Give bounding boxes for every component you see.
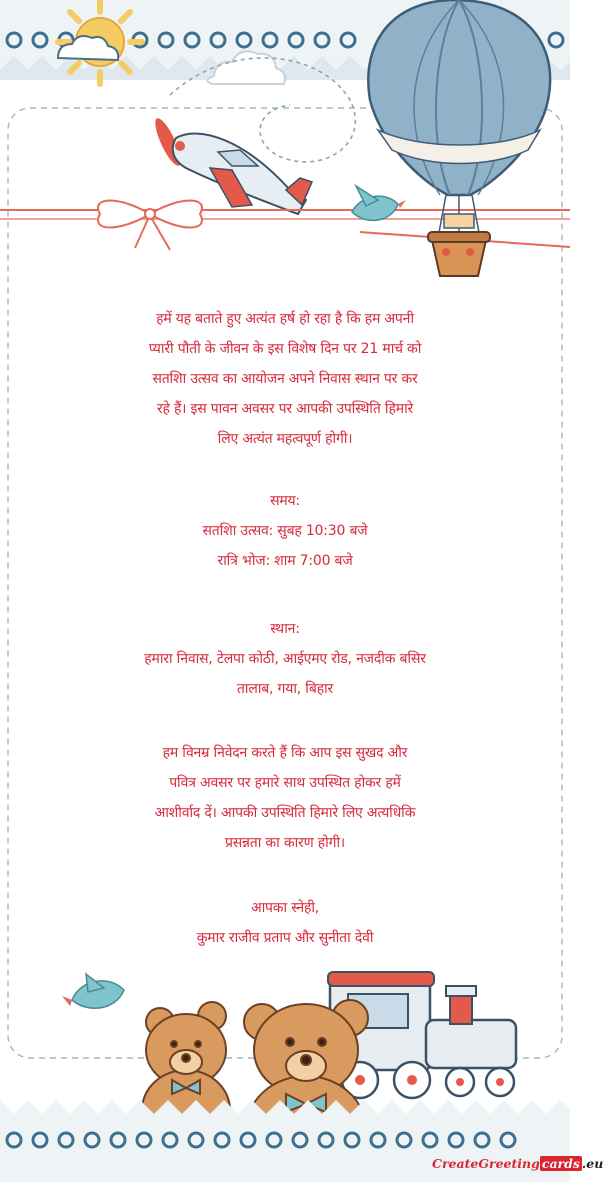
address-line: तालाब, गया, बिहार xyxy=(236,681,334,697)
watermark-highlight: cards xyxy=(541,1156,580,1171)
airplane-icon xyxy=(151,115,312,214)
signature-section xyxy=(0,893,570,953)
request-line: पवित्र अवसर पर हमारे साथ उपस्थित होकर हमें xyxy=(169,775,401,791)
place-heading: स्थान: xyxy=(270,621,300,637)
intro-line: रहे हैं। इस पावन अवसर पर आपकी उपस्थिति हिमारे xyxy=(156,401,414,417)
intro-line: हमें यह बताते हुए अत्यंत हर्ष हो रहा है कि हम अपनी xyxy=(156,311,414,327)
signatories: कुमार राजीव प्रताप और सुनीता देवी xyxy=(196,930,374,946)
time-heading: समय: xyxy=(270,493,300,509)
ceremony-time: सतशिा उत्सव: सुबह 10:30 बजे xyxy=(202,523,368,539)
request-line: हम विनम्र निवेदन करते हैं कि आप इस सुखद और xyxy=(162,745,408,761)
intro-line: लिए अत्यंत महत्वपूर्ण होगी। xyxy=(217,431,353,447)
intro-line: सतशिा उत्सव का आयोजन अपने निवास स्थान पर कर xyxy=(152,371,418,387)
bird-icon xyxy=(352,186,406,220)
watermark-prefix: CreateGreeting xyxy=(432,1156,540,1171)
bird-icon xyxy=(62,974,124,1008)
intro-line: प्यारी पौती के जीवन के इस विशेष दिन पर 21 मार्च को xyxy=(148,341,422,357)
sign-off: आपका स्नेही, xyxy=(250,900,320,916)
site-watermark xyxy=(432,1148,603,1178)
time-section xyxy=(0,486,570,576)
watermark-suffix: .eu xyxy=(581,1156,603,1171)
dinner-time: रात्रि भोज: शाम 7:00 बजे xyxy=(217,553,353,569)
intro-paragraph xyxy=(0,304,570,454)
place-section xyxy=(0,614,570,704)
request-line: आशीर्वाद दें। आपकी उपस्थिति हिमारे लिए अत्यधिकि xyxy=(154,805,416,821)
request-paragraph xyxy=(0,738,570,858)
address-line: हमारा निवास, टेलपा कोठी, आईएमए रोड, नजदीक बसिर xyxy=(144,651,426,667)
watermark-logo xyxy=(432,1156,603,1171)
request-line: प्रसन्नता का कारण होगी। xyxy=(224,835,346,851)
